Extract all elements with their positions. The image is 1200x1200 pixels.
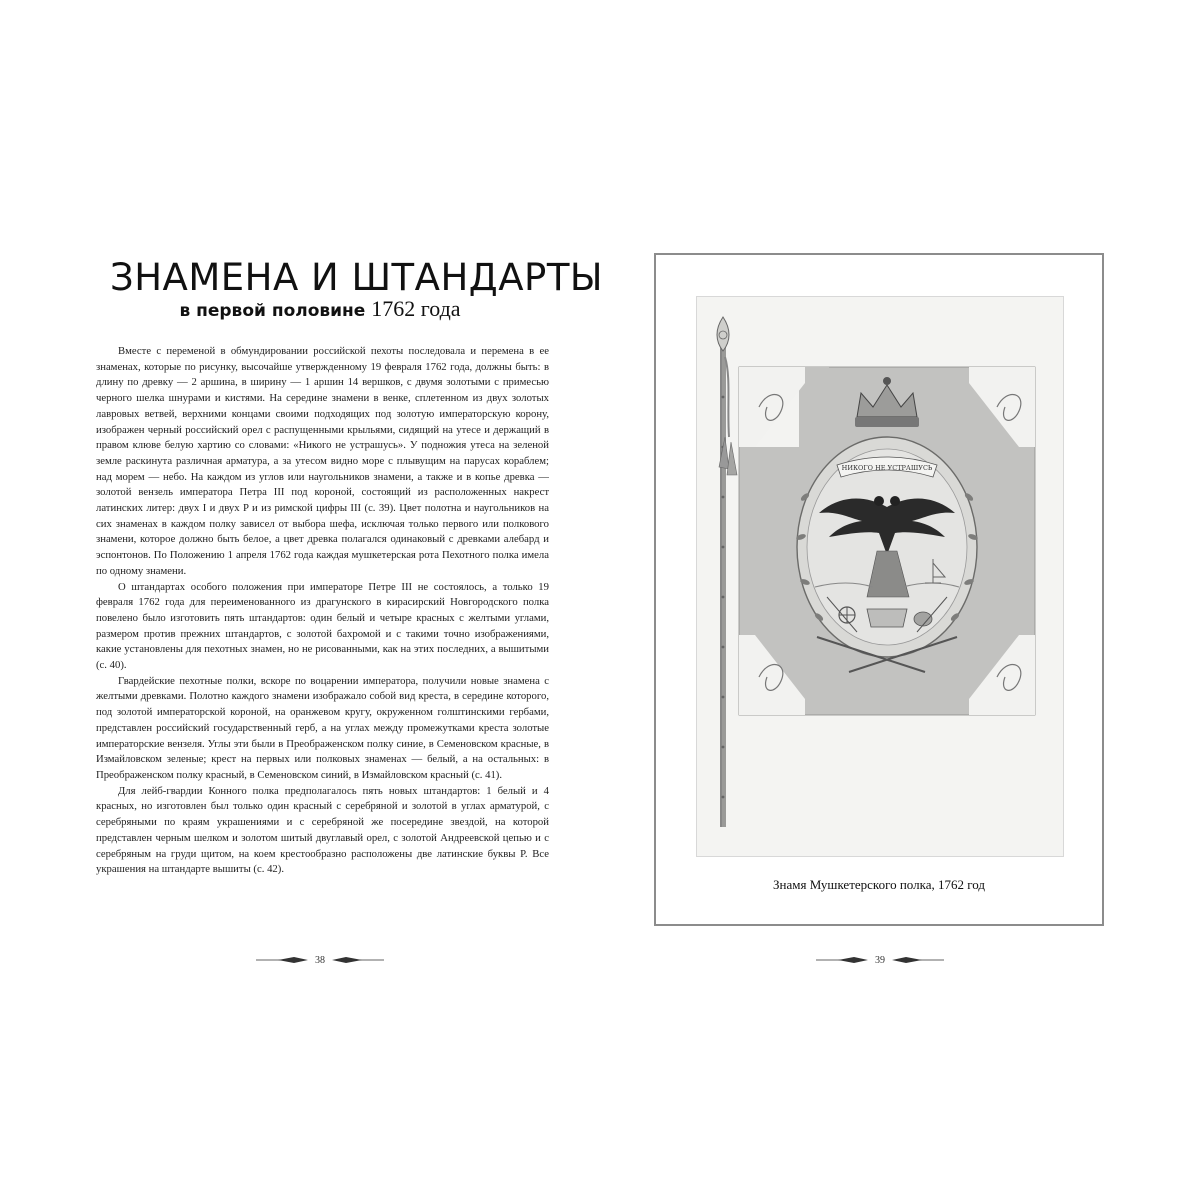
ornament-right-icon <box>330 955 384 965</box>
subtitle-year: 1762 года <box>371 296 461 321</box>
ornament-left-icon <box>816 955 870 965</box>
subtitle-prefix: в первой половине <box>179 301 366 321</box>
page-number: 38 <box>315 954 325 966</box>
ribbon-text: НИКОГО НЕ УСТРАШУСЬ <box>841 464 933 472</box>
paragraph: О штандартах особого положения при императоре Петре III не состоялось, а только 19 февраля 1762 года для переименованного из драгунского в кирасирский Новгородского полка повелено было изготовить пять штандартов: один белый и четыре красных с желтыми углами, размером против прежних штандартов, с золотой бахромой и с такими точно изображениями, какие установлены для пехотных знамен, но не рисованными, как на этих последних, а вышитыми (с. 40). <box>96 580 549 672</box>
page-number-left <box>250 950 390 970</box>
chapter-subtitle <box>110 296 530 322</box>
musketeer-flag-image <box>697 297 1063 856</box>
paragraph: Для лейб-гвардии Конного полка предполагалось пять новых штандартов: 1 белый и 4 красных, но изготовлен был только один красный с серебряной и золотой в углах арматурой, с серебряными по краям украшениями и с серебряной же посередине звездой, на которой представлен черным шелком и золотом шитый двуглавый орел, с золотой Андреевской цепью и с серебряным на груди щитом, на коем крестообразно расположены две латинские буквы P. Все украшения на штандарте вышиты (с. 42). <box>96 784 549 876</box>
paragraph: Гвардейские пехотные полки, вскоре по воцарении императора, получили новые знамена с желтыми древками. Полотно каждого знамени изображало собой вид креста, в середине которого, под золотой императорской короной, на оранжевом кругу, окруженном голштинскими гербами, представлен российский государственный герб, а на углах между промежутками креста золотые императорские вензеля. Углы эти были в Преображенском полку синие, в Семеновском красные, в Измайловском зеленые; крест на первых или полковых знаменах — белый, а на остальных: в Преображенском полку красный, в Семеновском синий, в Измайловском красный (с. 41). <box>96 674 549 781</box>
illustration-caption: Знамя Мушкетерского полка, 1762 год <box>773 877 985 892</box>
page-number: 39 <box>875 954 885 966</box>
paragraph: Вместе с переменой в обмундировании российской пехоты последовала и перемена в ее знаменах, которые по рисунку, высочайше утвержденному 19 февраля 1762 года, должны быть: в длину по древку — 2 аршина, в ширину — 1 аршин 14 вершков, с двумя золотыми с примесью черного шелка шнурами и кистями. На середине знамени в венке, сплетенном из двух золотых лавровых ветвей, верхними концами своими подходящих под золотую императорскую корону, изображен черный российский орел с распущенными крыльями, сидящий на утесе и держащий в правом клюве белую хартию со словами: «Никого не устрашусь». У подножия утеса на зеленой земле раскинута различная арматура, а за утесом видно море с плывущим на парусах кораблем; над морем — небо. На каждом из углов или наугольников знамени, а также и в копье древка — золотой вензель императора Петра III под короной, состоящий из расположенных накрест латинских литер: двух I и двух P и из римской цифры III (с. 39). Цвет полотна и наугольников на сих знаменах в каждом полку зависел от выбора шефа, исключая только первого или полкового знамени, которое должно быть белое, а цвет древка полагался одинаковый с древками алебард и эспонтонов. По Положению 1 апреля 1762 года каждая мушкетерская рота Пехотного полка имела по одному знамени. <box>96 345 549 577</box>
chapter-title: ЗНАМЕНА И ШТАНДАРТЫ <box>110 256 604 299</box>
page-number-right <box>810 950 950 970</box>
ornament-left-icon <box>256 955 310 965</box>
ornament-right-icon <box>890 955 944 965</box>
flag-illustration <box>696 296 1064 857</box>
body-text <box>96 344 549 878</box>
